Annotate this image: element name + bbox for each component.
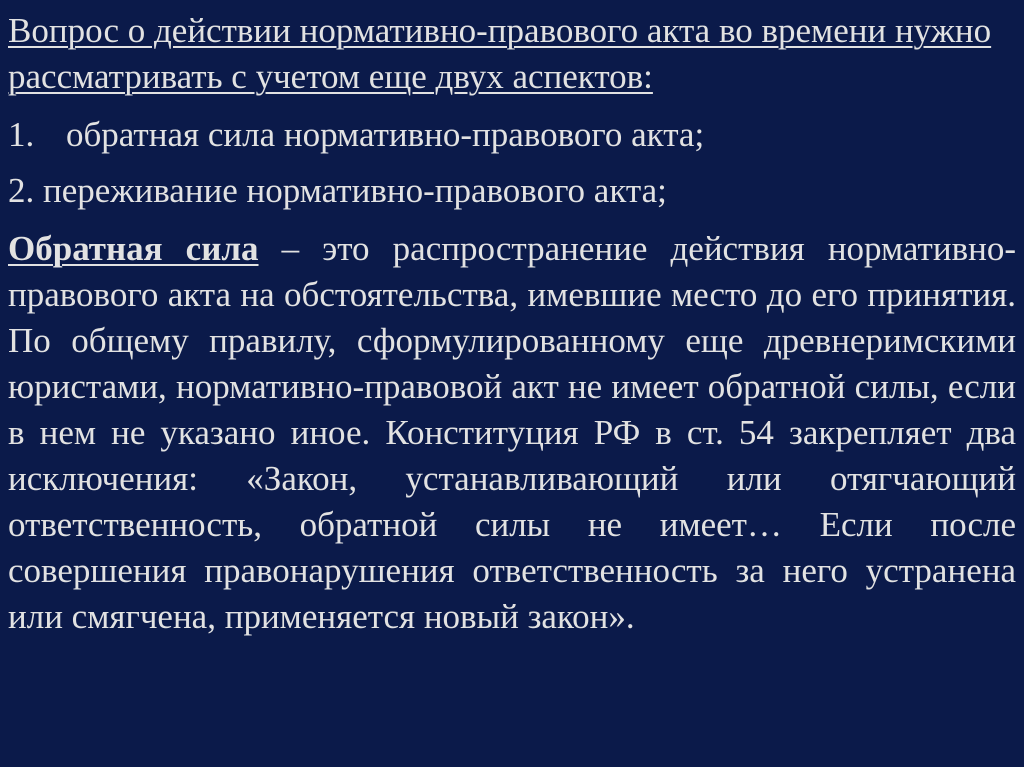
list-item-2-text: переживание нормативно-правового акта; xyxy=(43,171,667,210)
definition-paragraph xyxy=(8,226,1016,640)
list-item-1 xyxy=(8,112,1016,158)
list-item-2-number: 2. xyxy=(8,171,35,210)
list-item-1-number: 1. xyxy=(8,115,35,154)
definition-body: – это распространение действия нормативно-правового акта на обстоятельства, имевшие место до его принятия. По общему правилу, сформулированному еще древнеримскими юристами, нормативно-правовой акт не имеет обратной силы, если в нем не указано иное. Конституция РФ в ст. 54 закрепляет два исключения: «Закон, устанавливающий или отягчающий ответственность, обратной силы не имеет… Если после совершения правонарушения ответственность за него устранена или смягчена, применяется новый закон». xyxy=(8,229,1016,636)
definition-term: Обратная сила xyxy=(8,229,259,268)
list-item-2 xyxy=(8,168,1016,214)
intro-text: Вопрос о действии нормативно-правового акта во времени нужно рассматривать с учетом еще двух аспектов: xyxy=(8,11,992,96)
list-item-1-text: обратная сила нормативно-правового акта; xyxy=(66,115,705,154)
